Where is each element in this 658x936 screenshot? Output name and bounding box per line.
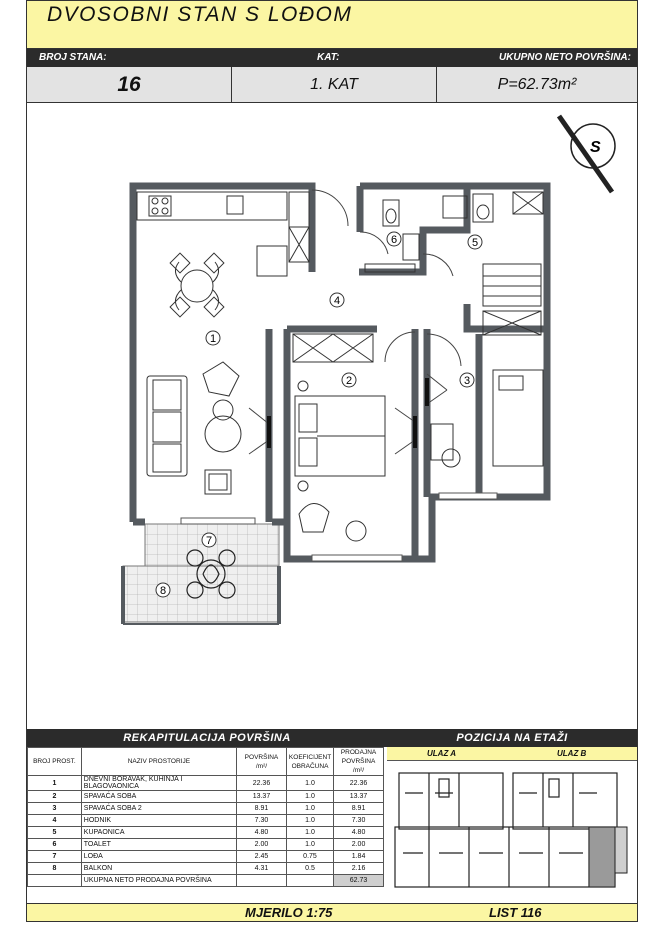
recap-total-row — [28, 875, 384, 887]
unit-number-label: BROJ STANA: — [39, 52, 107, 63]
room-6-label: 6 — [390, 234, 398, 246]
cell-area: 4.31 — [237, 863, 287, 875]
cell-name: HODNIK — [81, 815, 236, 827]
cell-coef: 1.0 — [286, 776, 333, 791]
position-title: POZICIJA NA ETAŽI — [387, 729, 637, 747]
cell-name: DNEVNI BORAVAK, KUHINJA I BLAGOVAONICA — [81, 776, 236, 791]
info-header — [27, 49, 637, 67]
room-7-label: 7 — [205, 535, 213, 547]
cell-name: SPAVAĆA SOBA — [81, 791, 236, 803]
area-recap-table — [27, 747, 384, 887]
room-4-label: 4 — [333, 295, 341, 307]
north-compass-icon — [559, 116, 615, 192]
room-1-label: 1 — [209, 333, 217, 345]
cell-coef: 1.0 — [286, 815, 333, 827]
cell-no: 4 — [28, 815, 82, 827]
col-name: NAZIV PROSTORIJE — [81, 748, 236, 776]
cell-no: 6 — [28, 839, 82, 851]
cell-coef: 0.75 — [286, 851, 333, 863]
table-row — [28, 803, 384, 815]
cell-coef: 1.0 — [286, 839, 333, 851]
unit-number-value: 16 — [27, 67, 232, 103]
cell-no: 8 — [28, 863, 82, 875]
title-bar — [27, 1, 637, 49]
cell-area: 7.30 — [237, 815, 287, 827]
table-row — [28, 776, 384, 791]
cell-area: 2.45 — [237, 851, 287, 863]
col-sale: PRODAJNA POVRŠINA /m²/ — [334, 748, 384, 776]
living-furniture — [147, 362, 241, 494]
page-title: DVOSOBNI STAN S LOĐOM — [47, 3, 353, 26]
recap-title: REKAPITULACIJA POVRŠINA — [27, 729, 387, 747]
single-bed — [431, 370, 543, 467]
double-bed — [295, 381, 385, 541]
cell-coef: 1.0 — [286, 827, 333, 839]
dining-table — [170, 253, 224, 317]
recap-body — [28, 776, 384, 875]
area-value: P=62.73m² — [497, 76, 577, 93]
cell-area: 8.91 — [237, 803, 287, 815]
table-row — [28, 827, 384, 839]
sheet-frame — [26, 0, 638, 922]
cell-sale: 2.16 — [334, 863, 384, 875]
cell-name: BALKON — [81, 863, 236, 875]
floor-position-plan — [389, 763, 635, 903]
floor-plan — [27, 104, 637, 729]
compass-letter: S — [590, 139, 601, 156]
cell-area: 22.36 — [237, 776, 287, 791]
cell-sale: 1.84 — [334, 851, 384, 863]
cell-name: LOĐA — [81, 851, 236, 863]
total-value: 62.73 — [334, 875, 384, 887]
bathroom-fixtures — [383, 192, 543, 260]
door-leaves — [269, 378, 427, 448]
cell-name: SPAVAĆA SOBA 2 — [81, 803, 236, 815]
scale-label: MJERILO 1:75 — [245, 905, 333, 920]
floor-label: KAT: — [317, 52, 340, 63]
cell-coef: 1.0 — [286, 791, 333, 803]
table-row — [28, 863, 384, 875]
col-coef: KOEFICIJENT OBRAČUNA — [286, 748, 333, 776]
cell-coef: 1.0 — [286, 803, 333, 815]
area-label: UKUPNO NETO POVRŠINA: — [498, 52, 631, 63]
cell-sale: 7.30 — [334, 815, 384, 827]
total-label: UKUPNA NETO PRODAJNA POVRŠINA — [81, 875, 236, 887]
cell-sale: 13.37 — [334, 791, 384, 803]
room-8-label: 8 — [159, 585, 167, 597]
entrance-a-label: ULAZ A — [427, 749, 457, 758]
cell-sale: 4.80 — [334, 827, 384, 839]
cell-area: 2.00 — [237, 839, 287, 851]
cell-no: 1 — [28, 776, 82, 791]
cell-sale: 22.36 — [334, 776, 384, 791]
table-row — [28, 851, 384, 863]
col-area: POVRŠINA /m²/ — [237, 748, 287, 776]
cell-no: 2 — [28, 791, 82, 803]
info-values — [27, 67, 637, 103]
entrance-b-label: ULAZ B — [557, 749, 587, 758]
floor-value: 1. KAT — [232, 67, 437, 103]
cell-area: 13.37 — [237, 791, 287, 803]
table-row — [28, 791, 384, 803]
cell-area: 4.80 — [237, 827, 287, 839]
cell-no: 7 — [28, 851, 82, 863]
cell-coef: 0.5 — [286, 863, 333, 875]
room-5-label: 5 — [471, 237, 479, 249]
cell-no: 3 — [28, 803, 82, 815]
table-row — [28, 815, 384, 827]
table-row — [28, 839, 384, 851]
walls — [133, 186, 547, 559]
sheet-number: LIST 116 — [489, 905, 542, 920]
room-2-label: 2 — [345, 375, 353, 387]
cell-name: KUPAONICA — [81, 827, 236, 839]
cell-no: 5 — [28, 827, 82, 839]
cell-sale: 8.91 — [334, 803, 384, 815]
col-no: BROJ PROST. — [28, 748, 82, 776]
cell-sale: 2.00 — [334, 839, 384, 851]
balcony-floor — [123, 566, 279, 622]
unit-highlight — [589, 827, 615, 887]
footer — [27, 903, 637, 921]
entrances-bar — [387, 747, 637, 761]
room-3-label: 3 — [463, 375, 471, 387]
cell-name: TOALET — [81, 839, 236, 851]
